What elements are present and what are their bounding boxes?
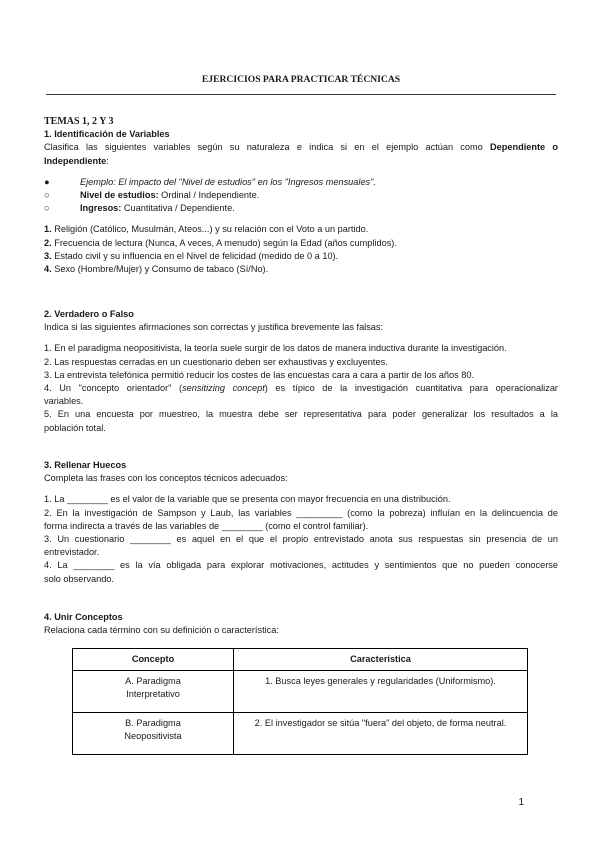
column-header-concepto: Concepto <box>73 649 234 671</box>
statement-item: 3. La entrevista telefónica permitió reducir los costes de las encuestas cara a cara a partir de los años 80. <box>44 369 475 380</box>
concept-cell: B. Paradigma Neopositivista <box>73 713 234 755</box>
variable-item: 3. Estado civil y su influencia en el Nivel de felicidad (medido de 0 a 10). <box>44 250 339 261</box>
section-4-intro: Relaciona cada término con su definición o característica: <box>44 625 279 636</box>
concept-cell: A. Paradigma Interpretativo <box>73 671 234 713</box>
section-4-heading: 4. Unir Conceptos <box>44 612 123 622</box>
variable-item: 4. Sexo (Hombre/Mujer) y Consumo de tabaco (Sí/No). <box>44 264 269 275</box>
variable-item: 2. Frecuencia de lectura (Nunca, A veces, A menudo) según la Edad (años cumplidos). <box>44 237 397 248</box>
characteristic-cell: 1. Busca leyes generales y regularidades (Uniformismo). <box>234 671 528 713</box>
characteristic-cell: 2. El investigador se sitúa "fuera" del objeto, de forma neutral. <box>234 713 528 755</box>
blank-item: 2. En la investigación de Sampson y Laub, las variables _________ (como la pobreza) influían en la delincuencia de <box>44 507 558 518</box>
section-unir-conceptos <box>44 611 558 637</box>
section-3-intro: Completa las frases con los conceptos técnicos adecuados: <box>44 473 288 484</box>
title-divider <box>46 94 556 95</box>
statement-item-cont: variables. <box>44 396 84 407</box>
section-2-intro: Indica si las siguientes afirmaciones son correctas y justifica brevemente las falsas: <box>44 322 384 333</box>
statement-item: 5. En una encuesta por muestreo, la muestra debe ser representativa para poder generalizar los resultados a la <box>44 409 558 420</box>
variable-item: 1. Religión (Católico, Musulmán, Ateos...) y su relación con el Voto a un partido. <box>44 224 369 235</box>
concept-table <box>72 648 528 755</box>
blank-item: 3. Un cuestionario ________ es aquel en el que el propio entrevistado anota sus respuestas sin presencia de un <box>44 534 558 545</box>
page-number: 1 <box>518 797 524 808</box>
example-sub-item: ○ Nivel de estudios: Ordinal / Independiente. <box>44 189 558 202</box>
table-header-row <box>73 649 528 671</box>
blank-item-cont: forma indirecta a través de las variables de ________ (como el control familiar). <box>44 520 369 531</box>
page-title: EJERCICIOS PARA PRACTICAR TÉCNICAS <box>201 74 401 85</box>
section-identificacion <box>44 115 558 276</box>
table-row <box>73 713 528 755</box>
section-rellenar-huecos <box>44 459 558 586</box>
statement-item: 2. Las respuestas cerradas en un cuestionario deben ser exhaustivas y excluyentes. <box>44 356 388 367</box>
circle-bullet-icon: ○ <box>44 203 50 214</box>
blank-item-cont: solo observando. <box>44 573 114 584</box>
statement-item: 1. En el paradigma neopositivista, la teoría suele surgir de los datos de manera inductiva durante la investigación. <box>44 343 507 354</box>
bullet-icon: ● <box>44 176 50 187</box>
circle-bullet-icon: ○ <box>44 190 50 201</box>
section-verdadero-falso <box>44 308 558 435</box>
section-3-heading: 3. Rellenar Huecos <box>44 460 127 470</box>
section-2-heading: 2. Verdadero o Falso <box>44 309 134 319</box>
example-item: ● Ejemplo: El impacto del "Nivel de estudios" en los "Ingresos mensuales". <box>44 176 558 189</box>
section-1-intro-cont: Independiente: <box>44 155 109 166</box>
table-row <box>73 671 528 713</box>
blank-item-cont: entrevistador. <box>44 547 100 558</box>
section-1-heading: 1. Identificación de Variables <box>44 129 170 140</box>
column-header-caracteristica: Característica <box>234 649 528 671</box>
blank-item: 1. La ________ es el valor de la variable que se presenta con mayor frecuencia en una distribución. <box>44 494 451 505</box>
example-sub-item: ○ Ingresos: Cuantitativa / Dependiente. <box>44 202 558 215</box>
temas-heading: TEMAS 1, 2 Y 3 <box>44 116 114 127</box>
blank-item: 4. La ________ es la vía obligada para explorar motivaciones, actitudes y sentimientos que no pueden conocerse <box>44 560 558 571</box>
statement-item-cont: población total. <box>44 422 106 433</box>
section-1-intro: Clasifica las siguientes variables según su naturaleza e indica si en el ejemplo actúan como Dependiente o <box>44 142 558 153</box>
statement-item: 4. Un "concepto orientador" (sensitizing concept) es típico de la investigación cuantitativa para operacionalizar <box>44 383 558 394</box>
